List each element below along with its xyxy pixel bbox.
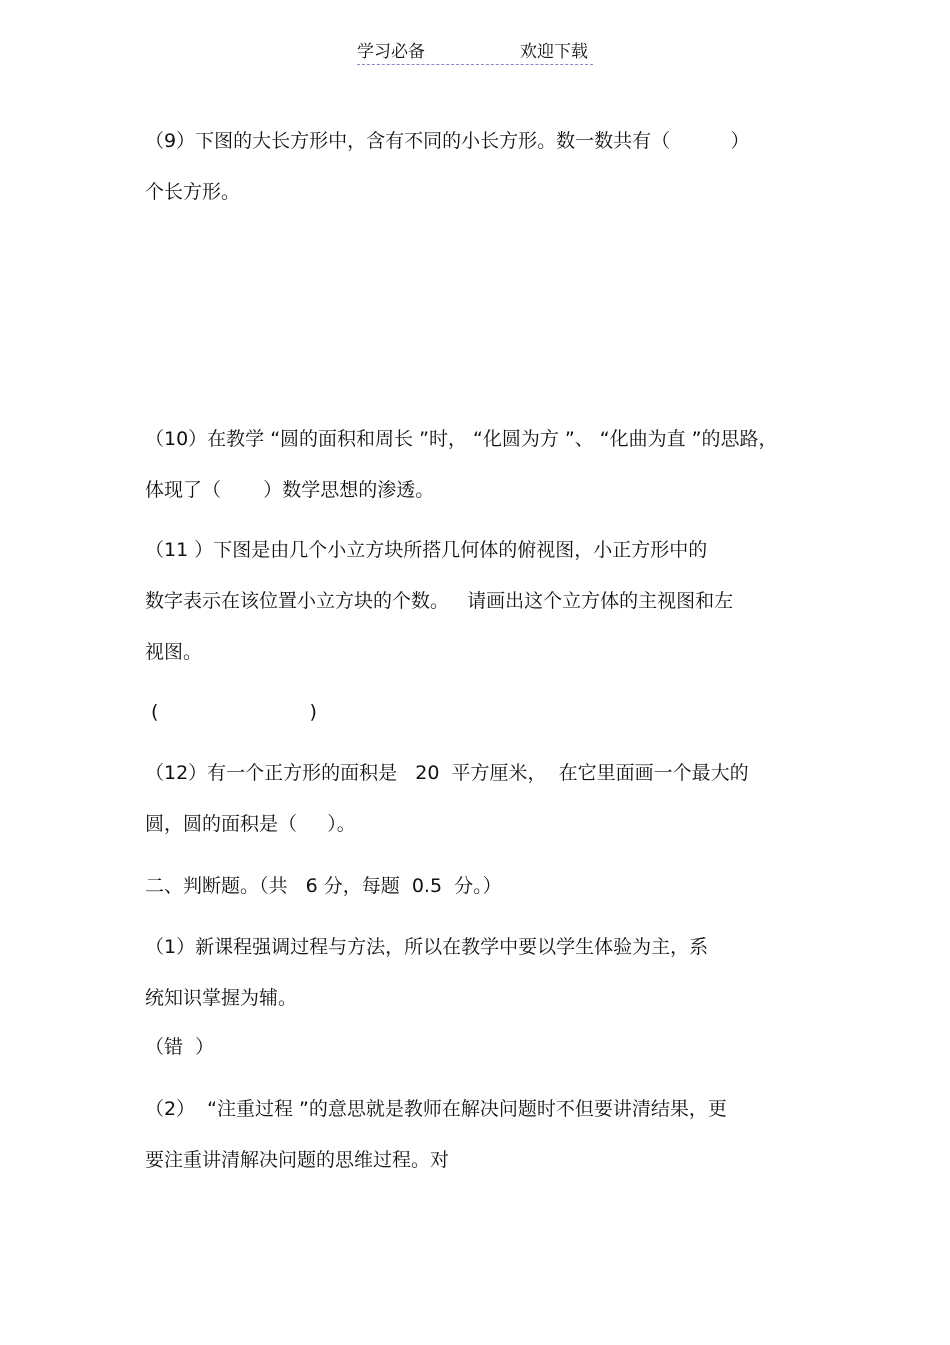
header-left-text: 学习必备 xyxy=(357,42,425,62)
question-12-line-2: 圆，圆的面积是（ ）。 xyxy=(145,813,356,835)
question-11-line-3: 视图。 xyxy=(145,641,203,663)
header-dashed-rule xyxy=(357,64,593,65)
judgement-2-line-2: 要注重讲清解决问题的思维过程。对 xyxy=(145,1149,450,1171)
judgement-2-line-1: （2） “注重过程 ”的意思就是教师在解决问题时不但要讲清结果，更 xyxy=(145,1098,727,1120)
section-2-heading: 二、判断题。（共 6 分，每题 0.5 分。） xyxy=(145,875,502,897)
question-11-line-2: 数字表示在该位置小立方块的个数。 请画出这个立方体的主视图和左 xyxy=(145,590,734,612)
question-11-answer-blank: ( ) xyxy=(145,701,317,723)
question-10-line-1: （10）在教学 “圆的面积和周长 ”时， “化圆为方 ”、 “化曲为直 ”的思路， xyxy=(145,428,778,450)
page-header xyxy=(0,40,950,68)
question-9-line-2: 个长方形。 xyxy=(145,181,241,203)
judgement-1-line-1: （1）新课程强调过程与方法，所以在教学中要以学生体验为主，系 xyxy=(145,936,709,958)
question-10-line-2: 体现了（ ）数学思想的渗透。 xyxy=(145,479,435,501)
question-12-line-1: （12）有一个正方形的面积是 20 平方厘米， 在它里面画一个最大的 xyxy=(145,762,749,784)
question-9-line-1: （9）下图的大长方形中，含有不同的小长方形。数一数共有（ ） xyxy=(145,130,750,152)
judgement-1-line-2: 统知识掌握为辅。 xyxy=(145,987,298,1009)
header-right-text: 欢迎下载 xyxy=(520,42,588,62)
question-11-line-1: （11 ）下图是由几个小立方块所搭几何体的俯视图，小正方形中的 xyxy=(145,539,708,561)
judgement-1-answer: （错 ） xyxy=(145,1036,215,1058)
